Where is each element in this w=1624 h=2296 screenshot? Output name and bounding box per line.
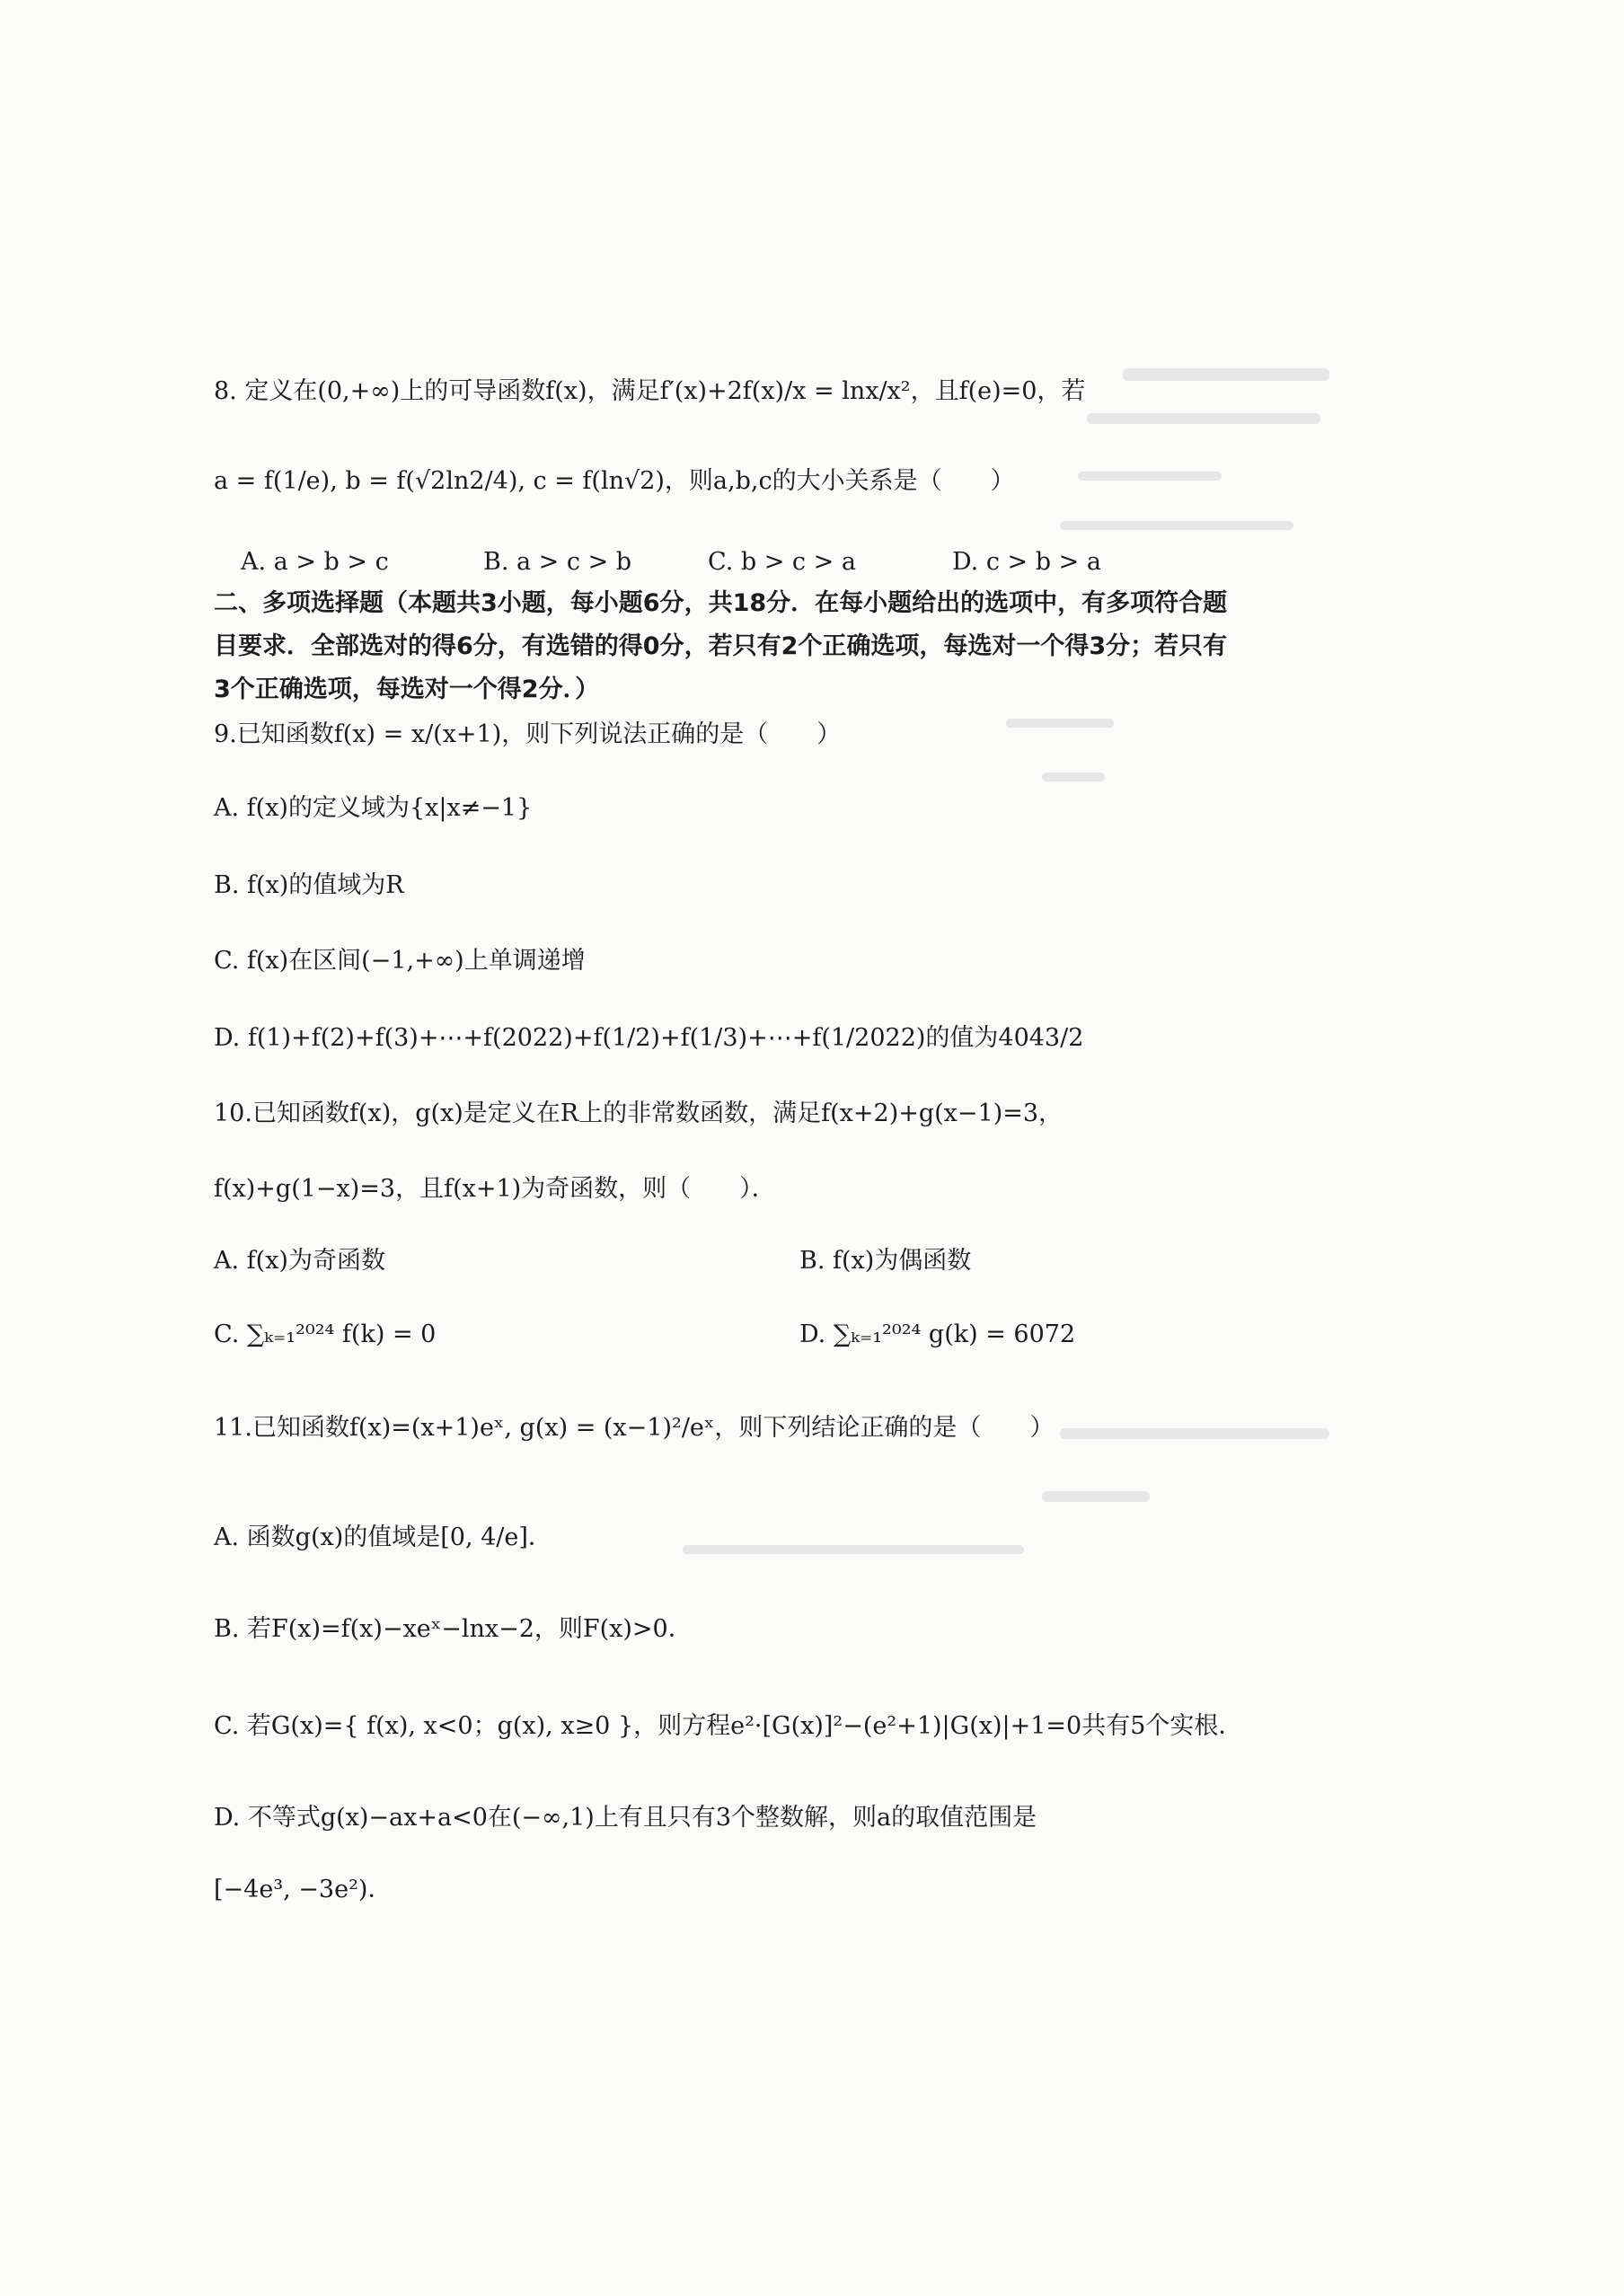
section-2-heading: 二、多项选择题（本题共3小题，每小题6分，共18分．在每小题给出的选项中，有多项符合题目要求．全部选对的得6分，有选错的得0分，若只有2个正确选项，每选对一个得3分；若只有3个正确选项，每选对一个得2分．） (214, 589, 1228, 703)
question-11-stem: 11.已知函数f(x)=(x+1)eˣ, g(x) = (x−1)²/eˣ，则下列结论正确的是（ ） (214, 1414, 1055, 1442)
question-10-option-a: A. f(x)为奇函数 (214, 1247, 385, 1275)
question-11-option-d: D. 不等式g(x)−ax+a<0在(−∞,1)上有且只有3个整数解，则a的取值范围是 (214, 1804, 1037, 1832)
question-11-option-d-answer: [−4e³, −3e²)． (214, 1876, 393, 1903)
question-11-option-a: A. 函数g(x)的值域是[0, 4/e]． (214, 1523, 552, 1551)
question-11-option-b: B. 若F(x)=f(x)−xeˣ−lnx−2，则F(x)>0． (214, 1615, 693, 1643)
question-8-definitions: a = f(1/e), b = f(√2ln2/4), c = f(ln√2)，则a,b,c的大小关系是（ ） (214, 467, 1015, 495)
question-10-option-d: D. ∑ₖ₌₁²⁰²⁴ g(k) = 6072 (799, 1320, 1076, 1348)
question-8-option-d: D. c > b > a (952, 548, 1101, 576)
question-9-option-b: B. f(x)的值域为R (214, 871, 404, 899)
question-11-option-c: C. 若G(x)={ f(x), x<0；g(x), x≥0 }，则方程e²·[G(x)]²−(e²+1)|G(x)|+1=0共有5个实根． (214, 1712, 1243, 1740)
question-8-option-a: A. a > b > c (241, 548, 389, 576)
question-8-option-b: B. a > c > b (483, 548, 632, 576)
question-10-option-c: C. ∑ₖ₌₁²⁰²⁴ f(k) = 0 (214, 1320, 437, 1348)
question-8-option-c: C. b > c > a (708, 548, 856, 576)
question-9-option-d: D. f(1)+f(2)+f(3)+⋯+f(2022)+f(1/2)+f(1/3)+⋯+f(1/2022)的值为4043/2 (214, 1024, 1084, 1052)
question-9-stem: 9.已知函数f(x) = x/(x+1)，则下列说法正确的是（ ） (214, 720, 842, 748)
question-8-stem: 8. 定义在(0,+∞)上的可导函数f(x)，满足f′(x)+2f(x)/x = lnx/x²，且f(e)=0，若 (214, 377, 1086, 405)
question-9-option-a: A. f(x)的定义域为{x|x≠−1} (214, 794, 533, 822)
question-10-option-b: B. f(x)为偶函数 (799, 1247, 972, 1275)
question-9-option-c: C. f(x)在区间(−1,+∞)上单调递增 (214, 947, 586, 975)
question-10-stem-line-2: f(x)+g(1−x)=3，且f(x+1)为奇函数，则（ ）． (214, 1175, 776, 1203)
question-10-stem-line-1: 10.已知函数f(x)，g(x)是定义在R上的非常数函数，满足f(x+2)+g(x−1)=3， (214, 1099, 1064, 1127)
